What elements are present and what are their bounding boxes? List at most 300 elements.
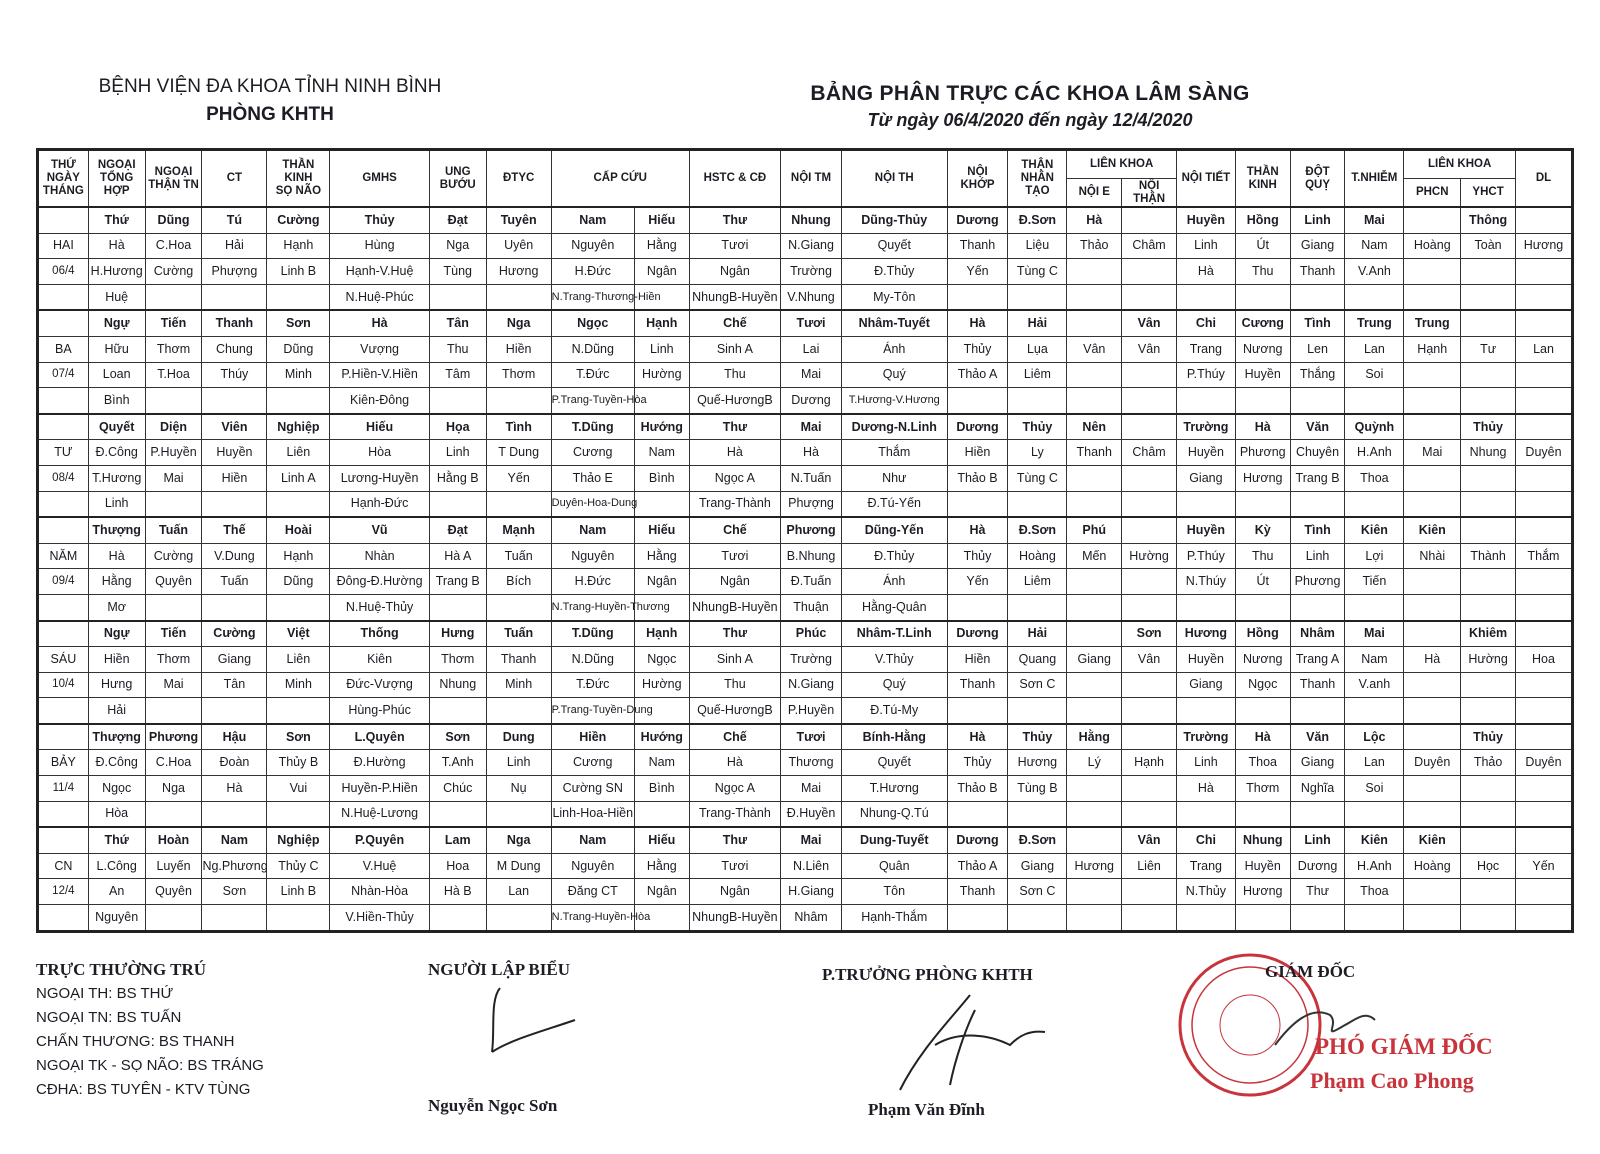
duty-cell: Phương — [1235, 440, 1290, 466]
duty-cell: Thủy — [947, 336, 1008, 362]
duty-cell — [1290, 905, 1345, 932]
duty-cell: Thủy — [1008, 724, 1067, 750]
duty-cell — [1515, 207, 1572, 233]
duty-cell: Quý — [841, 362, 947, 388]
duty-cell: Hà — [202, 776, 267, 802]
duty-cell: Nga — [429, 233, 486, 259]
col-than-kinh: THẦN KINH — [1235, 150, 1290, 208]
day-cell — [38, 827, 89, 853]
preparer-title: NGƯỜI LẬP BIỂU — [428, 960, 571, 979]
duty-cell: Phượng — [781, 491, 842, 517]
duty-cell: Linh — [429, 440, 486, 466]
duty-cell: Kiên — [1404, 517, 1461, 543]
duty-cell — [145, 284, 202, 310]
duty-cell: Bình — [634, 776, 689, 802]
duty-cell — [1404, 801, 1461, 827]
duty-cell: Vân — [1122, 310, 1177, 336]
duty-cell: Nhài — [1404, 543, 1461, 569]
duty-cell: H.Đức — [551, 259, 634, 285]
schedule-row — [38, 827, 1573, 853]
schedule-row — [38, 207, 1573, 233]
duty-cell: Đ.Tuấn — [781, 569, 842, 595]
duty-cell: Giang — [1067, 647, 1122, 673]
col-than-kinh-so-nao: THẦN KINH SỌ NÃO — [267, 150, 330, 208]
duty-cell — [486, 801, 551, 827]
duty-cell: Út — [1235, 233, 1290, 259]
duty-cell: Ngân — [689, 569, 780, 595]
duty-cell: Giang — [1008, 853, 1067, 879]
duty-cell: Thương — [781, 750, 842, 776]
duty-cell: Dũng-Yến — [841, 517, 947, 543]
duty-cell: Hoàng — [1404, 233, 1461, 259]
col-phcn: PHCN — [1404, 179, 1461, 208]
resident-line: CĐHA: BS TUYÊN - KTV TÙNG — [36, 1081, 251, 1098]
duty-cell: Dương-N.Linh — [841, 414, 947, 440]
duty-cell: Hà — [1235, 414, 1290, 440]
duty-cell — [1176, 491, 1235, 517]
duty-cell: C.Hoa — [145, 750, 202, 776]
duty-cell: Tư — [1461, 336, 1516, 362]
duty-cell: Cương — [551, 750, 634, 776]
duty-cell: Hằng — [634, 233, 689, 259]
duty-cell — [267, 388, 330, 414]
duty-cell: Tươi — [689, 853, 780, 879]
day-cell — [38, 905, 89, 932]
duty-cell: Lý — [1067, 750, 1122, 776]
duty-cell: Hạnh-V.Huệ — [330, 259, 429, 285]
duty-cell — [429, 594, 486, 620]
duty-cell: Giang — [202, 647, 267, 673]
col-noi-tiet: NỘI TIẾT — [1176, 150, 1235, 208]
duty-cell: Nam — [202, 827, 267, 853]
day-date: 10/4 — [38, 672, 89, 698]
duty-cell: Lan — [1345, 750, 1404, 776]
duty-cell: Hoàng — [1008, 543, 1067, 569]
duty-cell: Hà — [1235, 724, 1290, 750]
duty-cell — [1515, 491, 1572, 517]
duty-cell: T Dung — [486, 440, 551, 466]
duty-cell: Nhung — [1235, 827, 1290, 853]
duty-cell — [1122, 569, 1177, 595]
duty-cell: Ngân — [689, 259, 780, 285]
duty-cell: Trang — [1176, 853, 1235, 879]
duty-cell: Chuyên — [1290, 440, 1345, 466]
duty-cell: Thư — [689, 621, 780, 647]
duty-cell — [145, 491, 202, 517]
duty-cell: Nhàn-Hòa — [330, 879, 429, 905]
duty-cell: Trường — [1176, 724, 1235, 750]
duty-cell: Hiền — [202, 465, 267, 491]
duty-cell — [1515, 776, 1572, 802]
duty-cell — [1122, 594, 1177, 620]
duty-cell: Hà — [947, 310, 1008, 336]
duty-cell: Hương — [1176, 621, 1235, 647]
duty-cell: Minh — [267, 672, 330, 698]
duty-cell: Hoàn — [145, 827, 202, 853]
duty-cell: Vượng — [330, 336, 429, 362]
duty-cell — [1122, 905, 1177, 932]
duty-cell — [1404, 362, 1461, 388]
duty-cell: Quế-HươngB — [689, 388, 780, 414]
duty-cell: Hà — [689, 750, 780, 776]
duty-cell: Mai — [781, 414, 842, 440]
duty-cell: Hà — [781, 440, 842, 466]
duty-cell: Việt — [267, 621, 330, 647]
document-title-block — [760, 82, 1300, 131]
duty-cell: Thoa — [1235, 750, 1290, 776]
duty-cell: Phú — [1067, 517, 1122, 543]
schedule-row — [38, 621, 1573, 647]
duty-cell: Thu — [1235, 543, 1290, 569]
hospital-header — [70, 76, 470, 126]
duty-cell — [1515, 801, 1572, 827]
duty-cell — [1404, 724, 1461, 750]
day-date: 09/4 — [38, 569, 89, 595]
duty-cell — [1067, 621, 1122, 647]
duty-cell: Vũ — [330, 517, 429, 543]
duty-cell — [267, 905, 330, 932]
duty-cell: N.Dũng — [551, 647, 634, 673]
duty-cell: N.Huệ-Phúc — [330, 284, 429, 310]
duty-cell: Sơn — [429, 724, 486, 750]
duty-cell: Dương — [1290, 853, 1345, 879]
duty-cell: Uyên — [486, 233, 551, 259]
duty-cell: Dũng-Thủy — [841, 207, 947, 233]
duty-cell: Nhung — [781, 207, 842, 233]
duty-cell — [1404, 569, 1461, 595]
duty-cell — [1461, 310, 1516, 336]
duty-cell: Linh-Hoa-Hiền — [551, 801, 634, 827]
duty-cell — [145, 905, 202, 932]
duty-cell: Cường — [202, 621, 267, 647]
duty-cell: Đ.Sơn — [1008, 207, 1067, 233]
duty-cell: Mơ — [88, 594, 145, 620]
duty-cell — [1008, 698, 1067, 724]
duty-cell: Dung — [486, 724, 551, 750]
duty-cell: Thoa — [1345, 879, 1404, 905]
duty-cell: Huyền-P.Hiền — [330, 776, 429, 802]
duty-cell: Thảo B — [947, 776, 1008, 802]
deputy-head-title: P.TRƯỞNG PHÒNG KHTH — [822, 965, 1033, 984]
duty-cell: Quyên — [145, 569, 202, 595]
duty-cell: Thảo A — [947, 853, 1008, 879]
duty-cell — [202, 801, 267, 827]
duty-cell — [1122, 879, 1177, 905]
duty-cell: Thư — [1290, 879, 1345, 905]
duty-cell — [1404, 698, 1461, 724]
duty-cell: Loan — [88, 362, 145, 388]
duty-cell: Thanh — [486, 647, 551, 673]
duty-cell — [1235, 491, 1290, 517]
day-date: 07/4 — [38, 362, 89, 388]
duty-cell: Tùng C — [1008, 259, 1067, 285]
duty-cell — [1404, 905, 1461, 932]
duty-cell — [429, 388, 486, 414]
duty-cell — [1515, 569, 1572, 595]
duty-cell — [1067, 259, 1122, 285]
duty-cell: Lam — [429, 827, 486, 853]
duty-cell: Hiền — [486, 336, 551, 362]
duty-cell: N.Trang-Huyền-Hòa — [551, 905, 634, 932]
duty-cell: Hà — [947, 724, 1008, 750]
duty-cell: Nam — [634, 750, 689, 776]
duty-cell: Ngọc — [634, 647, 689, 673]
duty-cell: Ngọc A — [689, 776, 780, 802]
schedule-row — [38, 388, 1573, 414]
resident-duty-title: TRỰC THƯỜNG TRÚ — [36, 960, 207, 979]
duty-cell — [1122, 776, 1177, 802]
duty-cell: Viên — [202, 414, 267, 440]
duty-cell — [202, 284, 267, 310]
day-date: 11/4 — [38, 776, 89, 802]
duty-cell: An — [88, 879, 145, 905]
director-rank: PHÓ GIÁM ĐỐC — [1315, 1034, 1493, 1059]
col-noi-than: NỘI THẬN — [1122, 179, 1177, 208]
duty-cell: Tâm — [429, 362, 486, 388]
duty-cell: Hiền — [947, 440, 1008, 466]
duty-cell: Cường — [145, 543, 202, 569]
duty-cell: P.Thúy — [1176, 543, 1235, 569]
duty-cell — [1515, 724, 1572, 750]
duty-cell — [1176, 388, 1235, 414]
duty-cell: Ngự — [88, 310, 145, 336]
duty-cell: Quyết — [841, 750, 947, 776]
day-cell — [38, 414, 89, 440]
duty-cell: Thơm — [145, 647, 202, 673]
duty-cell — [202, 905, 267, 932]
schedule-row — [38, 517, 1573, 543]
duty-cell: N.Dũng — [551, 336, 634, 362]
duty-cell: Đ.Công — [88, 440, 145, 466]
duty-cell: Đông-Đ.Hường — [330, 569, 429, 595]
duty-cell — [1515, 879, 1572, 905]
duty-cell — [1515, 465, 1572, 491]
duty-cell: Mai — [781, 827, 842, 853]
duty-cell: Sinh A — [689, 647, 780, 673]
duty-cell: Đạt — [429, 207, 486, 233]
duty-cell: N.Thủy — [1176, 879, 1235, 905]
duty-cell: Thơm — [145, 336, 202, 362]
duty-cell: Đ.Tú-My — [841, 698, 947, 724]
duty-cell: Thơm — [429, 647, 486, 673]
duty-cell: Đ.Công — [88, 750, 145, 776]
schedule-row — [38, 698, 1573, 724]
day-name: NĂM — [38, 543, 89, 569]
duty-cell — [1345, 388, 1404, 414]
day-cell — [38, 284, 89, 310]
duty-cell — [1461, 259, 1516, 285]
duty-cell: Trường — [1176, 414, 1235, 440]
duty-cell: Tình — [1290, 517, 1345, 543]
duty-cell: Ngọc A — [689, 465, 780, 491]
duty-cell — [947, 905, 1008, 932]
duty-cell: Tươi — [781, 724, 842, 750]
duty-cell — [1515, 284, 1572, 310]
duty-cell — [1345, 905, 1404, 932]
duty-cell — [1235, 801, 1290, 827]
duty-cell: Thảo E — [551, 465, 634, 491]
duty-cell: Hiền — [88, 647, 145, 673]
duty-cell: Nguyên — [551, 853, 634, 879]
duty-cell — [145, 388, 202, 414]
duty-cell: Phương — [1290, 569, 1345, 595]
duty-cell: Ly — [1008, 440, 1067, 466]
duty-cell — [1515, 698, 1572, 724]
duty-cell: Tân — [202, 672, 267, 698]
duty-cell: H.Anh — [1345, 853, 1404, 879]
col-ct: CT — [202, 150, 267, 208]
duty-cell: Thống — [330, 621, 429, 647]
day-cell — [38, 310, 89, 336]
duty-cell — [1404, 259, 1461, 285]
duty-cell: Nhâm-Tuyết — [841, 310, 947, 336]
schedule-row — [38, 440, 1573, 466]
duty-cell: Hà B — [429, 879, 486, 905]
duty-cell: Trang B — [429, 569, 486, 595]
duty-cell — [1067, 388, 1122, 414]
duty-cell: Chế — [689, 517, 780, 543]
duty-cell: Tiến — [1345, 569, 1404, 595]
duty-cell: Tình — [486, 414, 551, 440]
resident-duty-block — [36, 958, 264, 1102]
header-row-1 — [38, 150, 1573, 179]
duty-cell: Nga — [486, 827, 551, 853]
duty-cell — [1235, 905, 1290, 932]
duty-cell — [267, 698, 330, 724]
duty-cell: Thắm — [841, 440, 947, 466]
duty-cell: H.Giang — [781, 879, 842, 905]
duty-cell: N.Giang — [781, 672, 842, 698]
duty-cell — [145, 801, 202, 827]
duty-cell — [1345, 594, 1404, 620]
duty-cell — [1067, 905, 1122, 932]
duty-cell — [1461, 388, 1516, 414]
duty-cell — [1345, 698, 1404, 724]
duty-cell: Dung-Tuyết — [841, 827, 947, 853]
schedule-row — [38, 233, 1573, 259]
duty-cell: Nga — [486, 310, 551, 336]
duty-cell: Trung — [1404, 310, 1461, 336]
duty-cell: Mai — [781, 776, 842, 802]
duty-cell — [1067, 284, 1122, 310]
duty-cell — [1122, 207, 1177, 233]
duty-cell: Thủy C — [267, 853, 330, 879]
duty-cell: Hiếu — [330, 414, 429, 440]
duty-cell: Chúc — [429, 776, 486, 802]
duty-cell: Ngự — [88, 621, 145, 647]
duty-cell — [1122, 284, 1177, 310]
duty-cell: Phúc — [781, 621, 842, 647]
duty-cell: NhungB-Huyền — [689, 284, 780, 310]
duty-cell: Sơn C — [1008, 879, 1067, 905]
duty-cell: Tùng — [429, 259, 486, 285]
duty-cell: Minh — [267, 362, 330, 388]
duty-cell: Trường — [781, 647, 842, 673]
duty-cell: Nụ — [486, 776, 551, 802]
duty-cell: N.Liên — [781, 853, 842, 879]
duty-cell: Thanh — [202, 310, 267, 336]
duty-cell: Liêm — [1008, 362, 1067, 388]
duty-cell — [1235, 284, 1290, 310]
duty-cell: Hòa — [330, 440, 429, 466]
duty-cell: Sơn — [267, 724, 330, 750]
duty-cell — [1404, 594, 1461, 620]
duty-cell: Thủy — [1461, 414, 1516, 440]
duty-cell — [429, 905, 486, 932]
duty-cell — [1235, 594, 1290, 620]
duty-cell — [1515, 310, 1572, 336]
duty-cell: Cường — [145, 259, 202, 285]
col-ung-buou: UNG BƯỚU — [429, 150, 486, 208]
duty-cell: Thư — [689, 414, 780, 440]
schedule-row — [38, 336, 1573, 362]
duty-cell: Liêm — [1008, 569, 1067, 595]
col-noi-khop: NỘI KHỚP — [947, 150, 1008, 208]
duty-cell — [1345, 801, 1404, 827]
duty-cell: Hằng — [634, 543, 689, 569]
duty-cell: Dương — [781, 388, 842, 414]
duty-cell: Thứ — [88, 207, 145, 233]
duty-cell: Kỳ — [1235, 517, 1290, 543]
duty-cell: Bích — [486, 569, 551, 595]
preparer-name: Nguyễn Ngọc Sơn — [428, 1096, 558, 1115]
duty-cell: Hải — [1008, 621, 1067, 647]
duty-cell — [202, 594, 267, 620]
duty-cell: Trang B — [1290, 465, 1345, 491]
duty-cell: Liệu — [1008, 233, 1067, 259]
duty-cell: Tươi — [689, 543, 780, 569]
duty-cell: T.Hoa — [145, 362, 202, 388]
duty-cell — [202, 388, 267, 414]
duty-cell: N.Huệ-Thủy — [330, 594, 429, 620]
duty-cell — [1461, 594, 1516, 620]
col-ngoai-tong-hop: NGOẠI TỔNG HỢP — [88, 150, 145, 208]
duty-cell: Thông — [1461, 207, 1516, 233]
duty-cell: Thu — [689, 362, 780, 388]
duty-cell — [1067, 310, 1122, 336]
duty-cell: T.Dũng — [551, 414, 634, 440]
duty-cell: Thượng — [88, 517, 145, 543]
schedule-body — [38, 207, 1573, 931]
duty-cell — [267, 801, 330, 827]
duty-cell: Linh — [1176, 233, 1235, 259]
col-dot-quy: ĐỘT QUỴ — [1290, 150, 1345, 208]
duty-cell: Tùng C — [1008, 465, 1067, 491]
duty-cell: Hường — [1122, 543, 1177, 569]
duty-cell: Thành — [1461, 543, 1516, 569]
duty-cell: Nam — [551, 517, 634, 543]
department-name: PHÒNG KHTH — [206, 104, 334, 125]
duty-cell: Hồng — [1235, 621, 1290, 647]
duty-cell: Vân — [1067, 336, 1122, 362]
duty-cell — [1515, 827, 1572, 853]
duty-cell: Chi — [1176, 310, 1235, 336]
duty-cell: Châm — [1122, 233, 1177, 259]
duty-cell: Hưng — [429, 621, 486, 647]
duty-cell — [1067, 491, 1122, 517]
duty-cell: Đoàn — [202, 750, 267, 776]
duty-cell: Châm — [1122, 440, 1177, 466]
schedule-row — [38, 879, 1573, 905]
duty-cell: Hạnh — [634, 621, 689, 647]
day-name: SÁU — [38, 647, 89, 673]
col-gmhs: GMHS — [330, 150, 429, 208]
duty-cell — [1122, 517, 1177, 543]
duty-cell: Toàn — [1461, 233, 1516, 259]
duty-cell: Kiên — [1345, 827, 1404, 853]
duty-cell: Đăng CT — [551, 879, 634, 905]
schedule-row — [38, 853, 1573, 879]
